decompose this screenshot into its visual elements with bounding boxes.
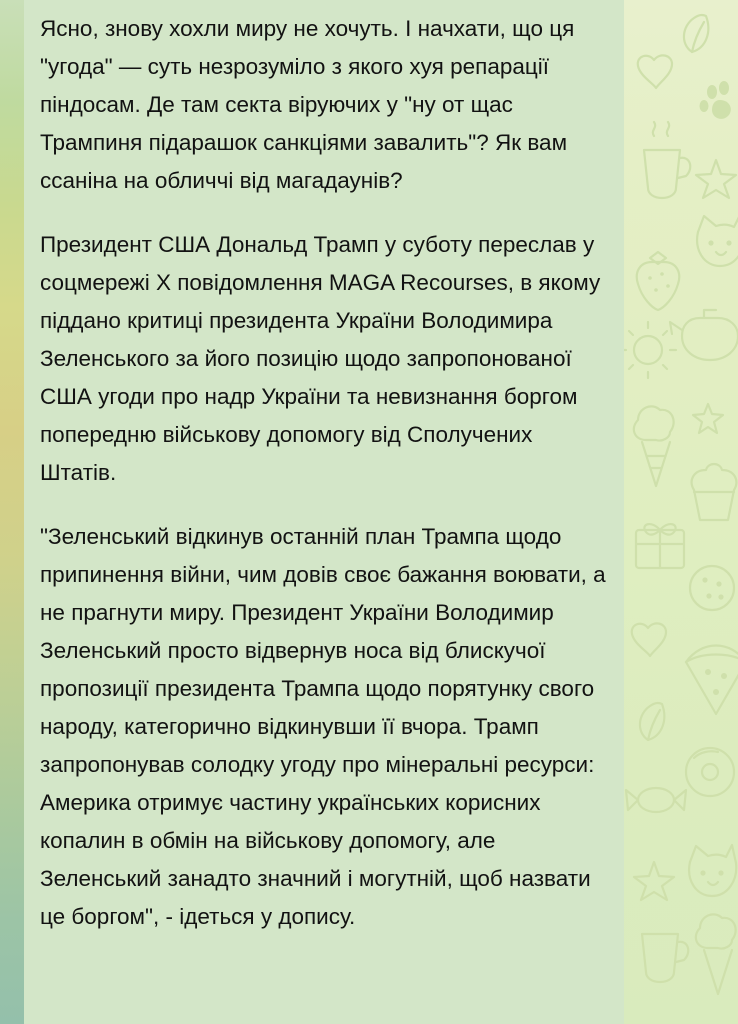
candy-icon	[626, 788, 686, 812]
pizza-icon	[686, 646, 738, 715]
donut-icon	[686, 748, 734, 796]
left-gradient-strip	[0, 0, 24, 1024]
cat-face-icon	[697, 215, 738, 266]
cookie-icon	[690, 566, 734, 610]
leaf-icon-2	[640, 703, 664, 740]
strawberry-icon	[637, 252, 679, 310]
cat-face-icon-2	[689, 845, 736, 896]
gift-icon	[636, 524, 684, 568]
message-paragraph-3: "Зеленський відкинув останній план Трампа щодо припинення війни, чим довів своє бажання воювати, а не прагнути миру. Президент України Володимир Зеленський просто відвернув носа від блискучої пропозиції президента Трампа щодо порятунку свого народу, категорично відкинувши її вчора. Трамп запропонував солодку угоду про мінеральні ресурси: Америка отримує частину українських корисних копалин в обмін на військову допомогу, але Зеленський занадто значний і могутній, щоб назвати це боргом", - ідеться у допису.	[40, 524, 612, 929]
ice-cream-icon-2	[696, 914, 736, 994]
message-paragraph-1: Ясно, знову хохли миру не хочуть. І начхати, що ця "угода" — суть незрозуміло з якого хуя репарації піндосам. Де там секта віруючих у "ну от щас Трампиня підарашок санкціями завалить"? Як вам ссаніна на обличчі від магадаунів?	[40, 16, 581, 193]
star-icon-3	[634, 862, 674, 900]
leaf-icon	[684, 15, 708, 52]
message-pane[interactable]	[24, 0, 624, 1024]
message-paragraph-2: Президент США Дональд Трамп у суботу переслав у соцмережі X повідомлення MAGA Recourses, в якому піддано критиці президента України Володимира Зеленського за його позицію щодо запропонованої США угоди про надр України та невизнання боргом попередню військову допомогу від Сполучених Штатів.	[40, 232, 607, 485]
wallpaper-doodles	[624, 0, 738, 1024]
coffee-cup-icon	[644, 122, 690, 198]
ice-cream-icon	[634, 406, 674, 486]
doodle-wallpaper-strip	[624, 0, 738, 1024]
cupcake-icon	[692, 464, 737, 520]
paw-icon	[700, 81, 731, 119]
coffee-cup-icon-2	[642, 934, 688, 982]
sun-icon	[624, 322, 676, 378]
teapot-icon	[670, 310, 738, 360]
star-icon-2	[693, 404, 723, 433]
star-icon	[696, 160, 736, 198]
heart-icon	[638, 55, 672, 88]
heart-icon-2	[632, 623, 666, 656]
